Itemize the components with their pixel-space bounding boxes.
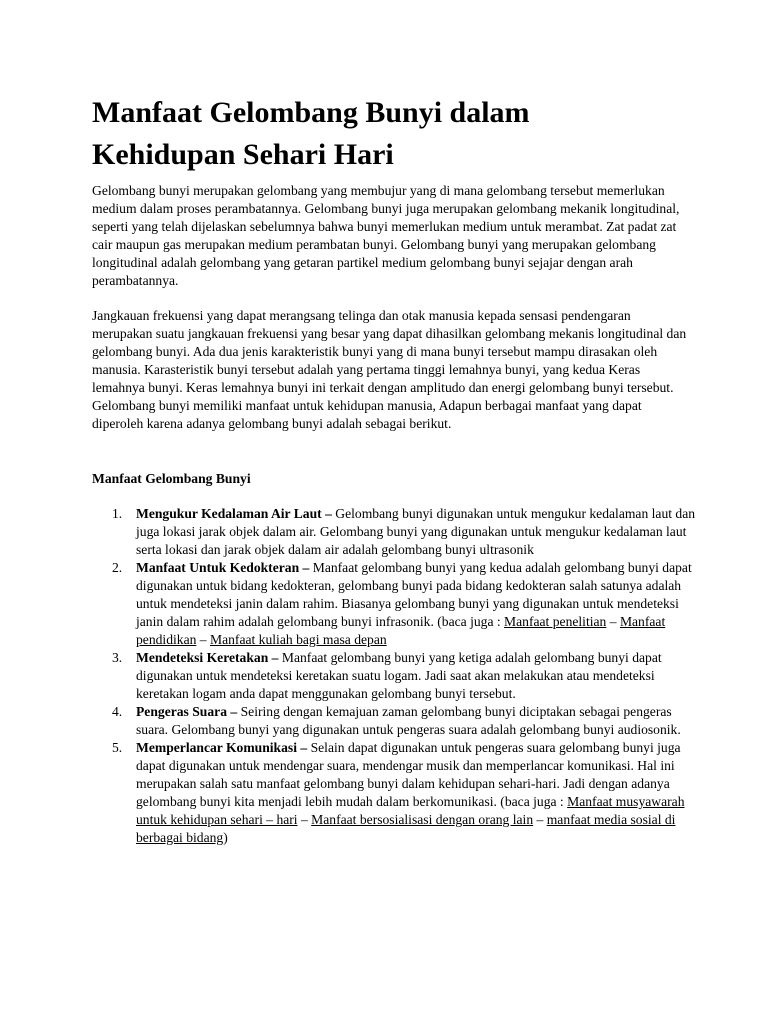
item-text: Gelombang bunyi digunakan untuk mengukur kedalaman laut dan juga lokasi jarak objek dalam air. Gelombang bunyi yang digunakan untuk mengukur kedalaman laut serta lokasi dan jarak objek dalam air adalah gelombang bunyi ultrasonik <box>136 506 696 557</box>
list-number: 1. <box>112 506 123 521</box>
list-number: 3. <box>112 650 123 665</box>
item-text: Manfaat gelombang bunyi yang kedua adalah gelombang bunyi dapat digunakan untuk bidang kedokteran, gelombang bunyi pada bidang kedokteran salah satunya adalah untuk mendeteksi janin dalam rahim. Biasanya gelombang bunyi yang digunakan untuk mendeteksi janin dalam rahim adalah gelombang bunyi infrasonik. (baca juga : <box>136 560 692 629</box>
list-number: 4. <box>112 704 123 719</box>
link-manfaat-musyawarah[interactable]: Manfaat musyawarah untuk kehidupan sehari – hari <box>136 794 685 827</box>
list-item <box>112 739 696 847</box>
link-separator: – <box>196 632 210 647</box>
link-manfaat-penelitian[interactable]: Manfaat penelitian <box>504 614 607 629</box>
item-title: Mengukur Kedalaman Air Laut – <box>136 506 332 521</box>
item-title: Memperlancar Komunikasi – <box>136 740 308 755</box>
item-text: Manfaat gelombang bunyi yang ketiga adalah gelombang bunyi dapat digunakan untuk mendeteksi keretakan suatu logam. Jadi saat akan melakukan atau mendeteksi keretakan logam anda dapat menggunakan gelombang bunyi tersebut. <box>136 650 662 701</box>
item-title: Mendeteksi Keretakan – <box>136 650 279 665</box>
benefits-list <box>112 505 696 847</box>
frequency-paragraph: Jangkauan frekuensi yang dapat merangsang telinga dan otak manusia kepada sensasi pendengaran merupakan suatu jangkauan frekuensi yang besar yang dapat dihasilkan gelombang mekanis longitudinal dan gelombang bunyi. Ada dua jenis karakteristik bunyi yang di mana bunyi tersebut mampu dirasakan oleh manusia. Karasteristik bunyi tersebut adalah yang pertama tinggi lemahnya bunyi, yang kedua Keras lemahnya bunyi. Keras lemahnya bunyi ini terkait dengan amplitudo dan energi gelombang bunyi tersebut. Gelombang bunyi memiliki manfaat untuk kehidupan manusia, Adapun berbagai manfaat yang dapat diperoleh karena adanya gelombang bunyi adalah sebagai berikut. <box>92 308 687 431</box>
item-text: Selain dapat digunakan untuk pengeras suara gelombang bunyi juga dapat digunakan untuk mendengar suara, mendengar musik dan memperlancar komunikasi. Hal ini merupakan salah satu manfaat gelombang bunyi dalam kehidupan sehari-hari. Jadi dengan adanya gelombang bunyi kita menjadi lebih mudah dalam berkomunikasi. (baca juga : <box>136 740 681 809</box>
list-number: 2. <box>112 560 123 575</box>
item-title: Pengeras Suara – <box>136 704 238 719</box>
list-item <box>112 649 696 703</box>
list-item <box>112 559 696 649</box>
link-manfaat-media-sosial[interactable]: manfaat media sosial di berbagai bidang <box>136 812 676 845</box>
link-separator: – <box>606 614 620 629</box>
link-manfaat-pendidikan[interactable]: Manfaat pendidikan <box>136 614 666 647</box>
item-text: Seiring dengan kemajuan zaman gelombang bunyi diciptakan sebagai pengeras suara. Gelombang bunyi yang digunakan untuk pengeras suara adalah gelombang bunyi audiosonik. <box>136 704 681 737</box>
link-separator: – <box>533 812 547 827</box>
list-item <box>112 505 696 559</box>
intro-paragraph: Gelombang bunyi merupakan gelombang yang membujur yang di mana gelombang tersebut memerlukan medium dalam proses perambatannya. Gelombang bunyi juga merupakan gelombang mekanik longitudinal, seperti yang telah dijelaskan sebelumnya bahwa bunyi memerlukan medium untuk merambat. Zat padat zat cair maupun gas merupakan medium perambatan bunyi. Gelombang bunyi yang merupakan gelombang longitudinal adalah gelombang yang getaran partikel medium gelombang bunyi sejajar dengan arah perambatannya. <box>92 183 680 288</box>
title-line-1: Manfaat Gelombang Bunyi dalam <box>92 96 530 129</box>
link-separator: – <box>297 812 312 827</box>
closing-paren: ) <box>223 830 228 845</box>
section-heading: Manfaat Gelombang Bunyi <box>92 471 251 486</box>
list-item <box>112 703 696 739</box>
link-manfaat-bersosialisasi[interactable]: Manfaat bersosialisasi dengan orang lain <box>311 812 534 827</box>
title-line-2: Kehidupan Sehari Hari <box>92 138 394 171</box>
item-title: Manfaat Untuk Kedokteran – <box>136 560 310 575</box>
list-number: 5. <box>112 740 123 755</box>
link-manfaat-kuliah[interactable]: Manfaat kuliah bagi masa depan <box>210 632 387 647</box>
page-title <box>92 92 692 176</box>
